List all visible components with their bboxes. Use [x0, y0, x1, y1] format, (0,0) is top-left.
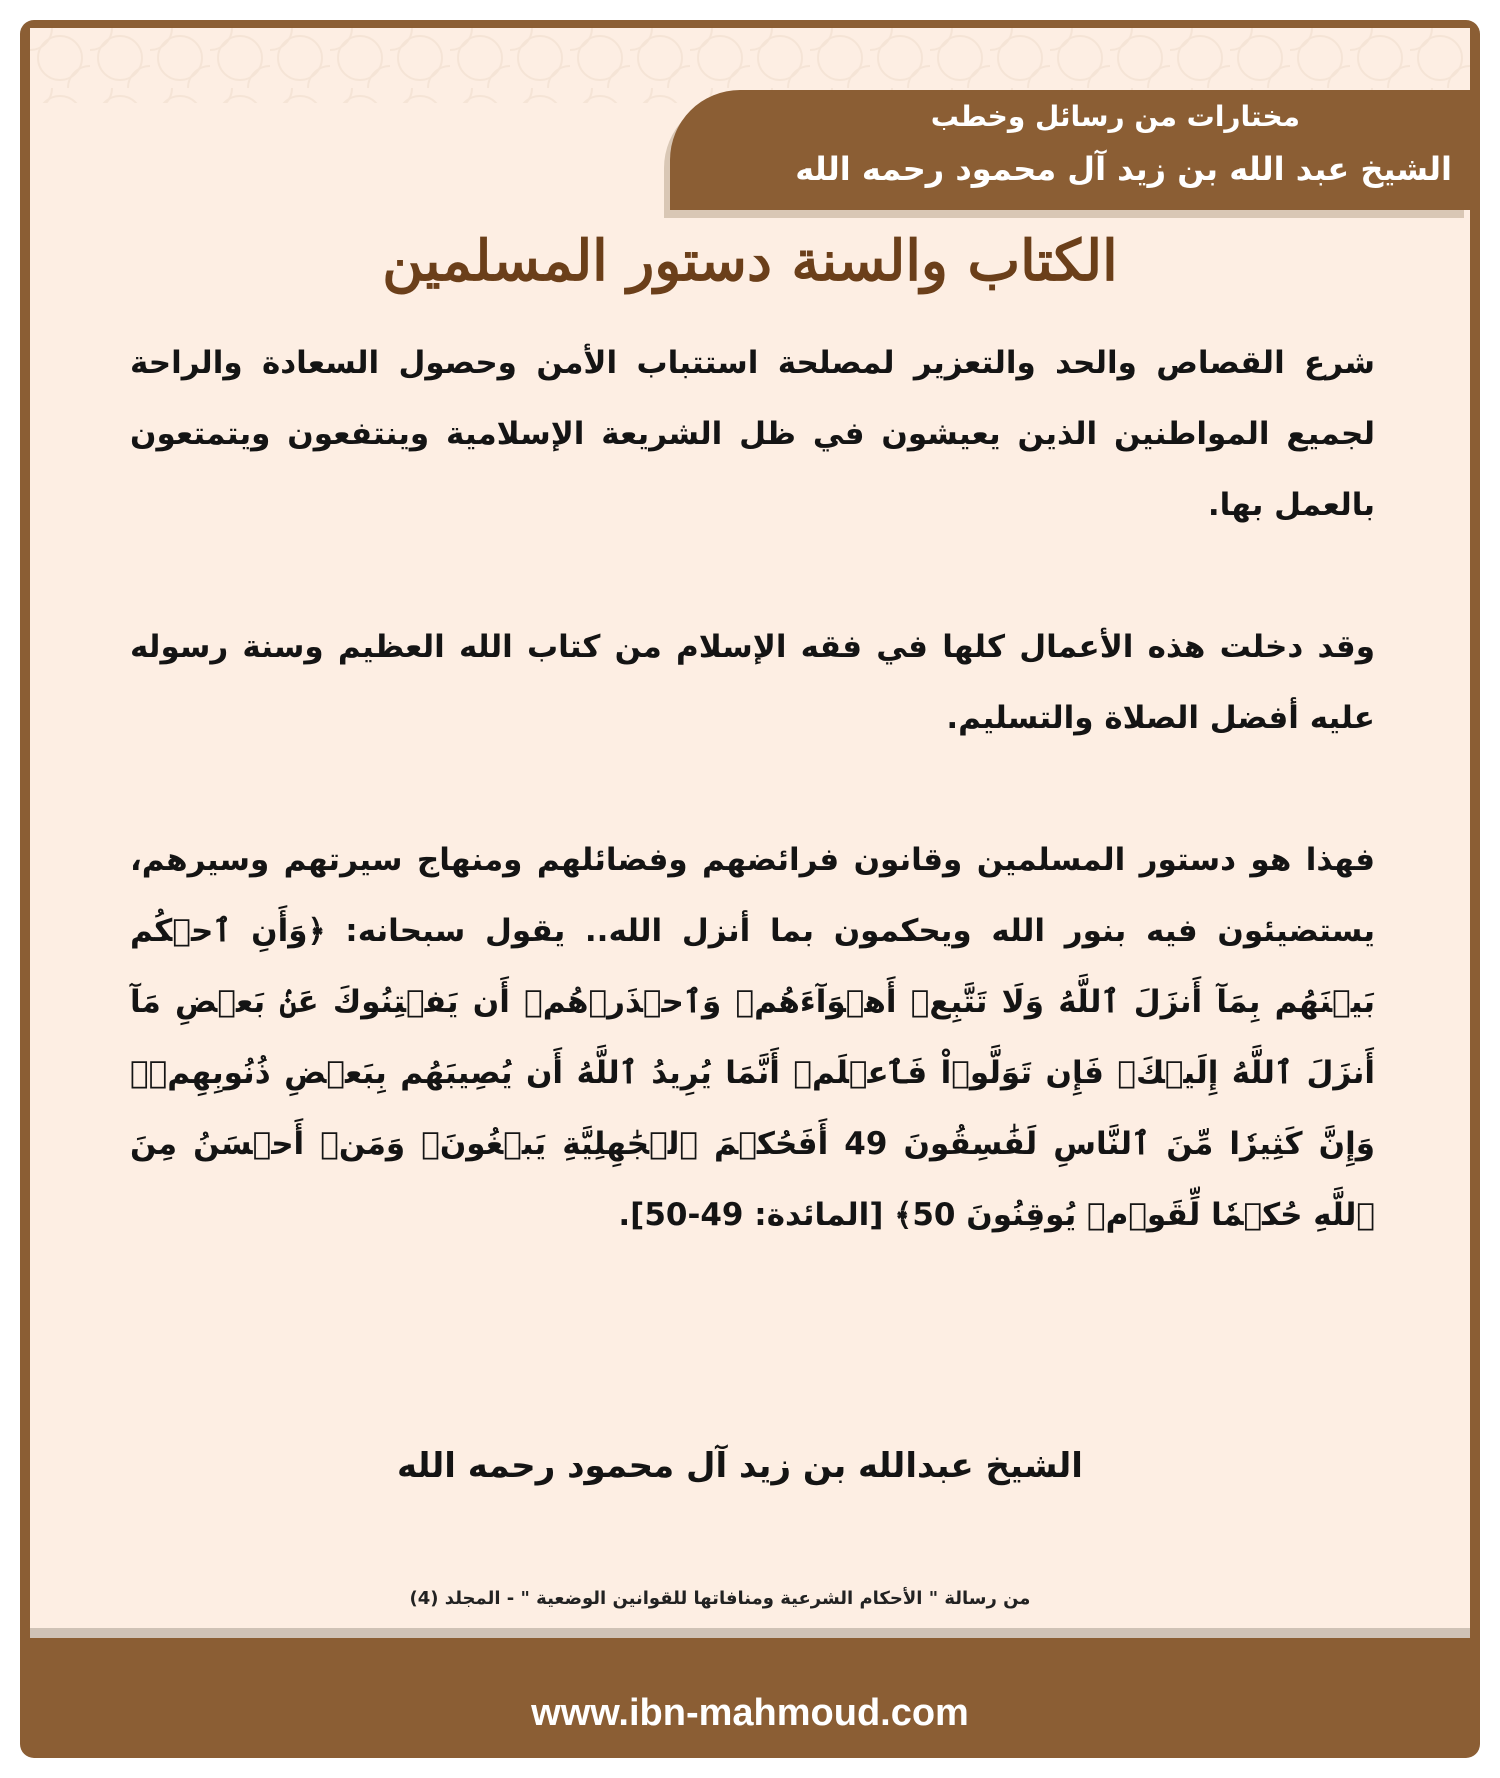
footer-divider [30, 1628, 1470, 1638]
content-panel [30, 28, 1470, 1628]
header-banner [670, 90, 1470, 210]
article-body [130, 328, 1375, 1251]
website-link[interactable]: www.ibn-mahmoud.com [531, 1692, 969, 1734]
header-author: الشيخ عبد الله بن زيد آل محمود رحمه الله [795, 150, 1452, 188]
paragraph-3: فهذا هو دستور المسلمين وقانون فرائضهم وفضائلهم ومنهاج سيرتهم وسيرهم، يستضيئون فيه بنور الله ويحكمون بما أنزل الله.. يقول سبحانه: ﴿وَأَنِ ٱحۡكُم بَيۡنَهُم بِمَآ أَنزَلَ ٱللَّهُ وَلَا تَتَّبِعۡ أَهۡوَآءَهُمۡ وَٱحۡذَرۡهُمۡ أَن يَفۡتِنُوكَ عَنۢ بَعۡضِ مَآ أَنزَلَ ٱللَّهُ إِلَيۡكَۖ فَإِن تَوَلَّوۡاْ فَٱعۡلَمۡ أَنَّمَا يُرِيدُ ٱللَّهُ أَن يُصِيبَهُم بِبَعۡضِ ذُنُوبِهِمۡۗ وَإِنَّ كَثِيرٗا مِّنَ ٱلنَّاسِ لَفَٰسِقُونَ 49 أَفَحُكۡمَ ٱلۡجَٰهِلِيَّةِ يَبۡغُونَۚ وَمَنۡ أَحۡسَنُ مِنَ ٱللَّهِ حُكۡمٗا لِّقَوۡمٖ يُوقِنُونَ 50﴾ [المائدة: 49-50]. [130, 842, 1376, 1233]
header-subtitle: مختارات من رسائل وخطب [930, 100, 1300, 133]
paragraph-2: وقد دخلت هذه الأعمال كلها في فقه الإسلام من كتاب الله العظيم وسنة رسوله عليه أفضل الصلاة والتسليم. [130, 629, 1375, 736]
signature: الشيخ عبدالله بن زيد آل محمود رحمه الله [397, 1446, 1083, 1486]
page-frame [20, 20, 1480, 1758]
page-title: الكتاب والسنة دستور المسلمين [382, 228, 1118, 294]
source-citation: من رسالة " الأحكام الشرعية ومنافاتها للقوانين الوضعية " - المجلد (4) [409, 1588, 1031, 1609]
paragraph-1: شرع القصاص والحد والتعزير لمصلحة استتباب الأمن وحصول السعادة والراحة لجميع المواطنين الذين يعيشون في ظل الشريعة الإسلامية وينتفعون ويتمتعون بالعمل بها. [130, 345, 1375, 523]
